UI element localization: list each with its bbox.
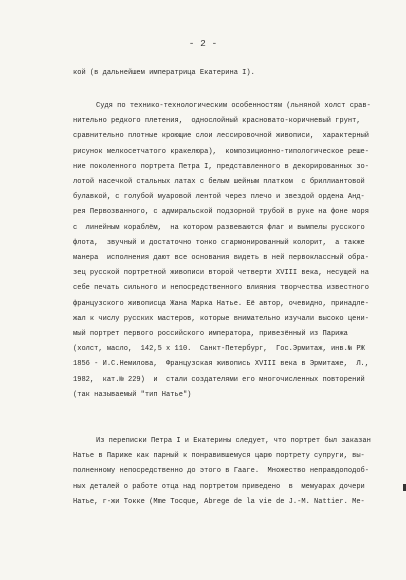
text-line: Натье в Париже как парный к понравившемуся царю портрету супруги, вы-	[73, 452, 365, 461]
text-line: полненному непосредственно до этого в Гааге. Множество неправдоподоб-	[73, 467, 370, 476]
text-line: 1856 - И.С.Немилова, Французская живопись XVIII века в Эрмитаже, Л.,	[73, 360, 370, 369]
page-number: - 2 -	[188, 38, 218, 49]
text-line: рея Первозванного, с адмиральской подзорной трубой в руке на фоне моря	[73, 208, 370, 217]
text-line: 1982, кат.№ 229) и стали создателями его многочисленных повторений	[73, 375, 365, 384]
text-line: рисунок мелкосетчатого кракелюра), композиционно-типологическое реше-	[73, 147, 370, 156]
text-line: лотой насечкой стальных латах с белым шейным платком с бриллиантовой	[73, 178, 365, 186]
text-line: булавкой, с голубой муаровой лентой через плечо и звездой ордена Анд-	[73, 193, 365, 202]
text-line: Из переписки Петра I и Екатерины следует, что портрет был заказан	[96, 437, 371, 445]
text-line: Судя по технико-технологическим особенностям (льняной холст срав-	[96, 102, 371, 110]
text-line: манера исполнения дают все основания видеть в ней первоклассный обра-	[73, 254, 370, 262]
text-line: мый портрет первого российского императора, привезённый из Парижа	[73, 330, 348, 338]
text-line: (холст, масло, 142,5 х 110. Санкт-Петербург, Гос.Эрмитаж, инв.№ РЖ	[73, 345, 365, 354]
text-line: кой (в дальнейшем императрица Екатерина I).	[73, 69, 255, 77]
text-line: жал к числу русских мастеров, которые внимательно изучали высоко цени-	[73, 314, 370, 323]
text-line: (так называемый "тип Натье")	[73, 390, 192, 399]
text-line: нительно редкого плетения, однослойный красновато-коричневый грунт,	[73, 117, 361, 126]
text-line: ных деталей о работе отца над портретом приведено в мемуарах дочери	[73, 482, 365, 491]
text-line: ние поколенного портрета Петра I, представленного в декорированных зо-	[73, 162, 370, 171]
text-line: зец русской портретной живописи второй четверти XVIII века, несущей на	[73, 269, 370, 278]
text-line: Натье, г-жи Токке (Mme Tocque, Abrege de la vie de J.-M. Nattier. Me-	[73, 497, 365, 506]
text-line: с линейным кораблём, на котором развеваются флаг и вымпелы русского	[73, 223, 365, 232]
text-line: французского живописца Жана Марка Натье. Её автор, очевидно, принадле-	[73, 299, 370, 308]
text-line: сравнительно плотные кроющие слои лессировочной живописи, характерный	[73, 132, 370, 141]
text-line: себе печать сильного и непосредственного влияния творчества известного	[73, 284, 370, 293]
text-line: флота, звучный и достаточно тонко сгармонированный колорит, а также	[73, 238, 365, 247]
